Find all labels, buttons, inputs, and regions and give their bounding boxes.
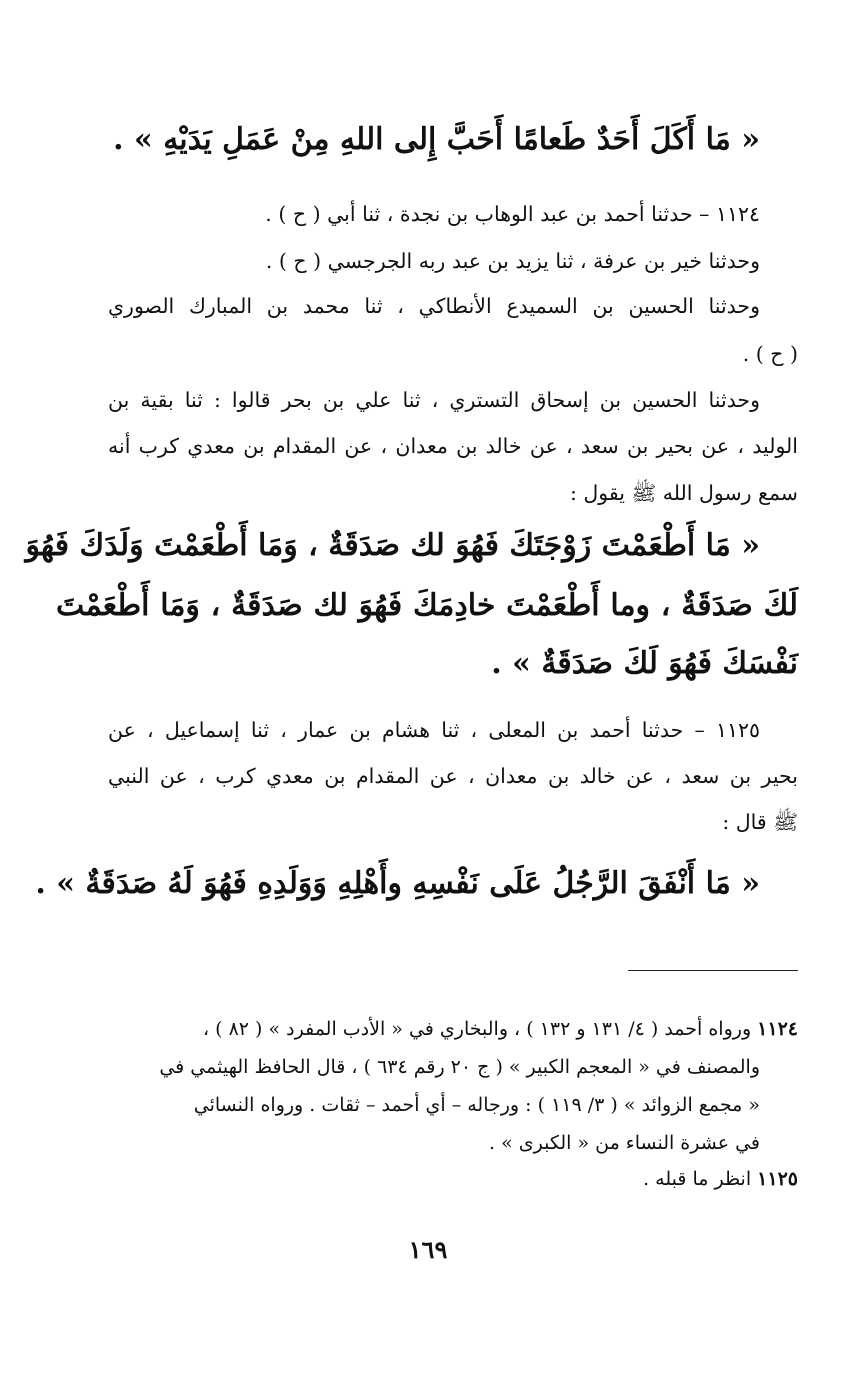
hadith-1124-line-2: لَكَ صَدَقَةٌ ، وما أَطْعَمْتَ خادِمَكَ فَهُوَ لك صَدَقَةٌ ، وَمَا أَطْعَمْتَ xyxy=(56,588,798,623)
footnote-1125-line xyxy=(643,1168,798,1190)
footnote-separator xyxy=(628,970,798,971)
hadith-1125-text: « مَا أَنْفَقَ الرَّجُلُ عَلَى نَفْسِهِ وأَهْلِهِ وَوَلَدِهِ فَهُوَ لَهُ صَدَقَةٌ » . xyxy=(35,866,760,901)
footnote-1124-line-3: « مجمع الزوائد » ( ٣/ ١١٩ ) : ورجاله – أي أحمد – ثقات . ورواه النسائي xyxy=(193,1094,760,1116)
isnad-1125-line-2: بحير بن سعد ، عن خالد بن معدان ، عن المقدام بن معدي كرب ، عن النبي xyxy=(108,764,798,788)
hadith-1124-line-3: نَفْسَكَ فَهُوَ لَكَ صَدَقَةٌ » . xyxy=(491,646,798,681)
isnad-1124-line-2: وحدثنا خير بن عرفة ، ثنا يزيد بن عبد ربه الجرجسي ( ح ) . xyxy=(265,249,760,273)
footnote-1125-text: انظر ما قبله . xyxy=(643,1168,752,1190)
footnote-1124-text-1: ورواه أحمد ( ٤/ ١٣١ و ١٣٢ ) ، والبخاري في « الأدب المفرد » ( ٨٢ ) ، xyxy=(202,1018,752,1040)
isnad-1124-line-6: الوليد ، عن بحير بن سعد ، عن خالد بن معدان ، عن المقدام بن معدي كرب أنه xyxy=(108,434,798,458)
isnad-1124-line-7: سمع رسول الله ﷺ يقول : xyxy=(569,481,798,505)
isnad-1124-line-5: وحدثنا الحسين بن إسحاق التستري ، ثنا علي بن بحر قالوا : ثنا بقية بن xyxy=(108,388,760,412)
isnad-1124-line-1: ١١٢٤ – حدثنا أحمد بن عبد الوهاب بن نجدة ، ثنا أبي ( ح ) . xyxy=(265,202,760,226)
isnad-1124-line-3: وحدثنا الحسين بن السميدع الأنطاكي ، ثنا محمد بن المبارك الصوري xyxy=(108,294,760,318)
footnote-1125-number: ١١٢٥ xyxy=(757,1168,798,1190)
isnad-1124-line-4: ( ح ) . xyxy=(742,342,798,366)
footnote-1124-line-1 xyxy=(203,1018,798,1040)
page-number: ١٦٩ xyxy=(408,1235,448,1264)
footnote-1124-line-4: في عشرة النساء من « الكبرى » . xyxy=(489,1132,760,1154)
footnote-1124-line-2: والمصنف في « المعجم الكبير » ( ج ٢٠ رقم ٦٣٤ ) ، قال الحافظ الهيثمي في xyxy=(159,1056,760,1078)
footnote-1124-number: ١١٢٤ xyxy=(757,1018,798,1040)
hadith-1124-line-1: « مَا أَطْعَمْتَ زَوْجَتَكَ فَهُوَ لك صَدَقَةٌ ، وَمَا أَطْعَمْتَ وَلَدَكَ فَهُوَ xyxy=(25,528,760,563)
isnad-1125-line-1: ١١٢٥ – حدثنا أحمد بن المعلى ، ثنا هشام بن عمار ، ثنا إسماعيل ، عن xyxy=(108,718,760,742)
hadith-1123-text: « مَا أَكَلَ أَحَدٌ طَعامًا أَحَبَّ إِلى اللهِ مِنْ عَمَلِ يَدَيْهِ » . xyxy=(113,122,760,157)
isnad-1125-line-3: ﷺ قال : xyxy=(722,810,798,834)
